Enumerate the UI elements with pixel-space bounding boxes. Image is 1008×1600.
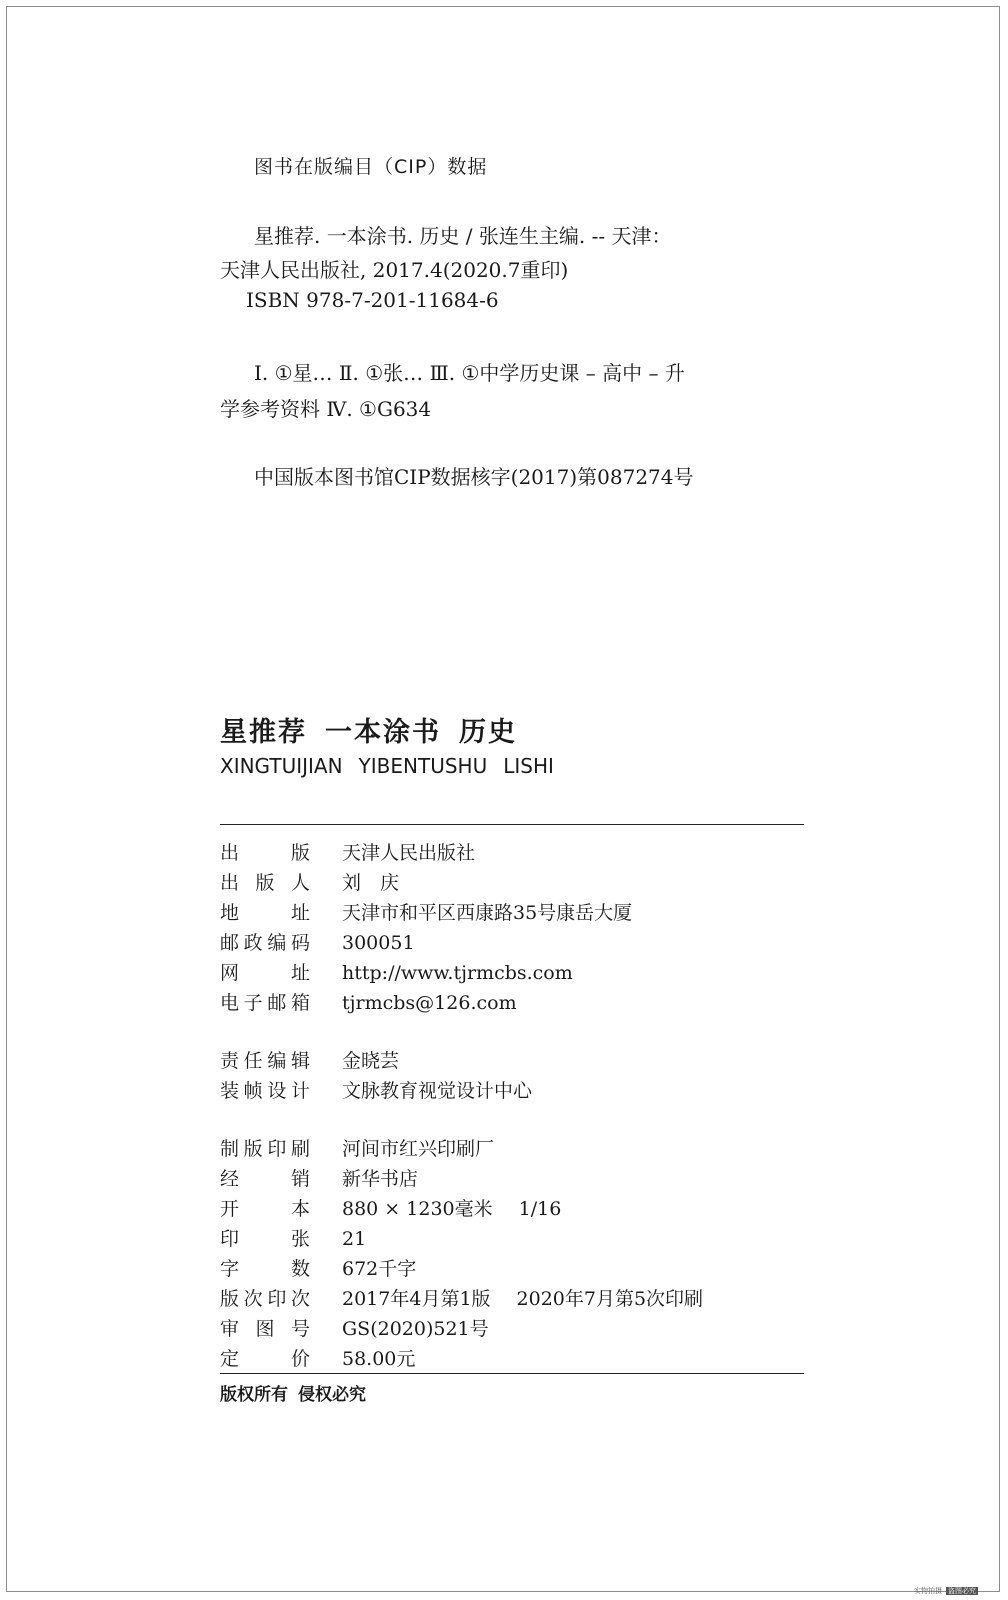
info-label-char: 政 (243, 932, 263, 954)
info-value: 文脉教育视觉设计中心 (342, 1080, 533, 1102)
infringement-notice: 侵权必究 (298, 1385, 366, 1405)
info-label (220, 898, 310, 928)
info-label-char: 箱 (290, 992, 310, 1014)
info-label (220, 1194, 310, 1224)
info-label-char: 址 (290, 962, 310, 984)
info-label (220, 1344, 310, 1374)
info-label-char: 出 (220, 872, 240, 894)
info-label-char: 印 (220, 1228, 240, 1250)
info-label-char: 电 (220, 992, 240, 1014)
info-label-char: 邮 (220, 932, 240, 954)
top-rule (220, 824, 804, 825)
info-label (220, 1224, 310, 1254)
cip-line-2: 天津人民出版社, 2017.4(2020.7重印) (220, 258, 569, 282)
info-label-char: 人 (290, 872, 310, 894)
info-value: 金晓芸 (342, 1050, 400, 1072)
info-label-char: 编 (267, 932, 287, 954)
info-value (342, 1284, 703, 1314)
pinyin-part: XINGTUIJIAN (220, 754, 343, 778)
info-label-char: 价 (290, 1348, 310, 1370)
info-value-part: 2020年7月第5次印刷 (516, 1288, 704, 1310)
copyright-notice (220, 1380, 366, 1405)
info-label-char: 地 (220, 902, 240, 924)
info-value: 21 (342, 1228, 367, 1250)
info-label-char: 邮 (267, 992, 287, 1014)
rights-reserved: 版权所有 (220, 1385, 288, 1405)
info-label-char: 销 (290, 1168, 310, 1190)
info-label (220, 1046, 310, 1076)
book-title (220, 710, 517, 749)
info-label (220, 1076, 310, 1106)
info-value: http://www.tjrmcbs.com (342, 962, 573, 984)
info-label-char: 出 (220, 842, 240, 864)
info-label-char: 版 (255, 872, 275, 894)
info-value: 河间市红兴印刷厂 (342, 1138, 495, 1160)
info-label-char: 张 (290, 1228, 310, 1250)
cip-class-line-1: Ⅰ. ①星… Ⅱ. ①张… Ⅲ. ①中学历史课 – 高中 – 升 (254, 361, 685, 385)
info-label-char: 制 (220, 1138, 240, 1160)
info-label-char: 经 (220, 1168, 240, 1190)
bottom-rule (220, 1373, 804, 1374)
info-value: 新华书店 (342, 1168, 419, 1190)
info-label-char: 本 (290, 1198, 310, 1220)
info-value-part: 1/16 (518, 1198, 562, 1220)
info-label (220, 958, 310, 988)
info-label-char: 址 (290, 902, 310, 924)
pinyin-part: YIBENTUSHU (358, 754, 488, 778)
info-label (220, 868, 310, 898)
info-label-char: 定 (220, 1348, 240, 1370)
info-value-part: 880 × 1230毫米 (342, 1198, 493, 1220)
info-value: 天津市和平区西康路35号康岳大厦 (342, 902, 633, 924)
info-label-char: 版 (290, 842, 310, 864)
info-value: 58.00元 (342, 1348, 416, 1370)
info-value (342, 1194, 561, 1224)
info-value: 672千字 (342, 1258, 417, 1280)
info-label (220, 838, 310, 868)
info-label-char: 字 (220, 1258, 240, 1280)
info-label-char: 编 (267, 1050, 287, 1072)
info-label (220, 928, 310, 958)
info-label-char: 次 (290, 1288, 310, 1310)
watermark-badge: 盗图必究 (948, 1587, 976, 1595)
cip-heading: 图书在版编目（CIP）数据 (254, 156, 488, 178)
pinyin-part: LISHI (503, 754, 554, 778)
info-value-part: 2017年4月第1版 (342, 1288, 491, 1310)
info-label-char: 网 (220, 962, 240, 984)
cip-class-line-2: 学参考资料 Ⅳ. ①G634 (220, 397, 432, 421)
info-label-char: 审 (220, 1318, 240, 1340)
info-label-char: 开 (220, 1198, 240, 1220)
cip-line-1: 星推荐. 一本涂书. 历史 / 张连生主编. -- 天津： (254, 224, 672, 248)
info-label (220, 1284, 310, 1314)
info-label-char: 印 (267, 1138, 287, 1160)
info-label-char: 装 (220, 1080, 240, 1102)
watermark-text: 实物拍摄 (914, 1587, 942, 1595)
info-label (220, 988, 310, 1018)
info-value: GS(2020)521号 (342, 1318, 489, 1340)
info-label (220, 1314, 310, 1344)
info-label-char: 帧 (243, 1080, 263, 1102)
info-label (220, 1134, 310, 1164)
info-value: tjrmcbs@126.com (342, 992, 517, 1014)
info-label (220, 1254, 310, 1284)
info-label-char: 刷 (290, 1138, 310, 1160)
info-label-char: 子 (243, 992, 263, 1014)
info-value: 天津人民出版社 (342, 842, 476, 864)
info-label-char: 图 (255, 1318, 275, 1340)
info-label-char: 任 (243, 1050, 263, 1072)
info-label-char: 责 (220, 1050, 240, 1072)
info-label-char: 计 (290, 1080, 310, 1102)
info-label (220, 1164, 310, 1194)
info-label-char: 印 (267, 1288, 287, 1310)
info-label-char: 次 (243, 1288, 263, 1310)
info-label-char: 号 (290, 1318, 310, 1340)
cip-isbn: ISBN 978-7-201-11684-6 (246, 288, 499, 312)
info-value: 刘 庆 (342, 872, 400, 894)
info-label-char: 码 (290, 932, 310, 954)
watermark (914, 1586, 978, 1596)
info-value: 300051 (342, 932, 415, 954)
cip-record-number: 中国版本图书馆CIP数据核字(2017)第087274号 (254, 465, 694, 489)
info-label-char: 数 (290, 1258, 310, 1280)
title-part: 一本涂书 (325, 717, 441, 748)
info-label-char: 版 (220, 1288, 240, 1310)
title-part: 星推荐 (220, 717, 307, 748)
book-title-pinyin (220, 754, 554, 778)
info-label-char: 设 (267, 1080, 287, 1102)
title-part: 历史 (459, 717, 517, 748)
info-label-char: 辑 (290, 1050, 310, 1072)
info-label-char: 版 (243, 1138, 263, 1160)
